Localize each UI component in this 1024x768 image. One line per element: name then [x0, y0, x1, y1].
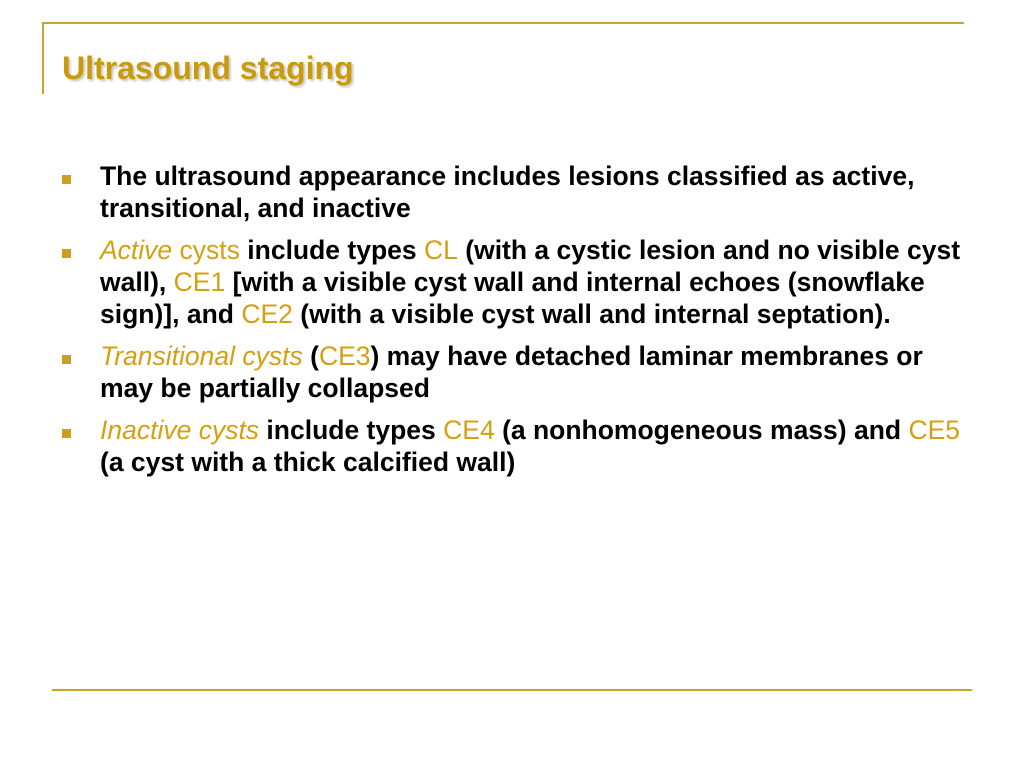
highlighted-term: CE2 — [241, 299, 293, 329]
text-segment: [with a visible cyst wall and internal echoes (snowflake sign)], and — [100, 267, 925, 329]
bullet-item — [62, 414, 967, 478]
bullet-item — [62, 160, 967, 224]
text-segment: ) may have detached laminar membranes or may be partially collapsed — [100, 341, 923, 403]
text-segment: include types — [259, 415, 444, 445]
bullet-item — [62, 234, 967, 330]
highlighted-term: CL — [424, 235, 458, 265]
highlighted-term: CE3 — [318, 341, 371, 371]
square-bullet-icon — [62, 175, 71, 184]
text-segment: ( — [302, 341, 319, 371]
bullet-text — [100, 414, 967, 478]
square-bullet-icon — [62, 355, 71, 364]
bullet-list — [62, 160, 967, 488]
bottom-rule — [52, 689, 972, 691]
left-rule — [42, 22, 44, 94]
text-segment: include types — [239, 235, 424, 265]
highlighted-term: CE4 — [443, 415, 495, 445]
highlighted-term: CE1 — [173, 267, 226, 297]
bullet-text — [100, 340, 967, 404]
bullet-item — [62, 340, 967, 404]
highlighted-term: Active — [100, 235, 173, 265]
text-segment: (with a visible cyst wall and internal septation). — [292, 299, 891, 329]
highlighted-term: Transitional cysts — [100, 341, 303, 371]
text-segment: (a nonhomogeneous mass) and — [494, 415, 909, 445]
highlighted-term: Inactive cysts — [100, 415, 260, 445]
highlighted-term: cysts — [179, 235, 240, 265]
text-segment: (with a cystic lesion and no visible cyst wall), — [100, 235, 961, 297]
text-segment: (a cyst with a thick calcified wall) — [100, 447, 516, 477]
text-segment: The ultrasound appearance includes lesions classified as active, transitional, and inactive — [100, 161, 915, 223]
square-bullet-icon — [62, 249, 71, 258]
square-bullet-icon — [62, 429, 71, 438]
highlighted-term: CE5 — [908, 415, 961, 445]
top-rule — [42, 22, 964, 24]
slide-title: Ultrasound staging — [62, 50, 354, 86]
bullet-text — [100, 234, 967, 330]
text-segment — [172, 235, 179, 265]
bullet-text — [100, 160, 967, 224]
